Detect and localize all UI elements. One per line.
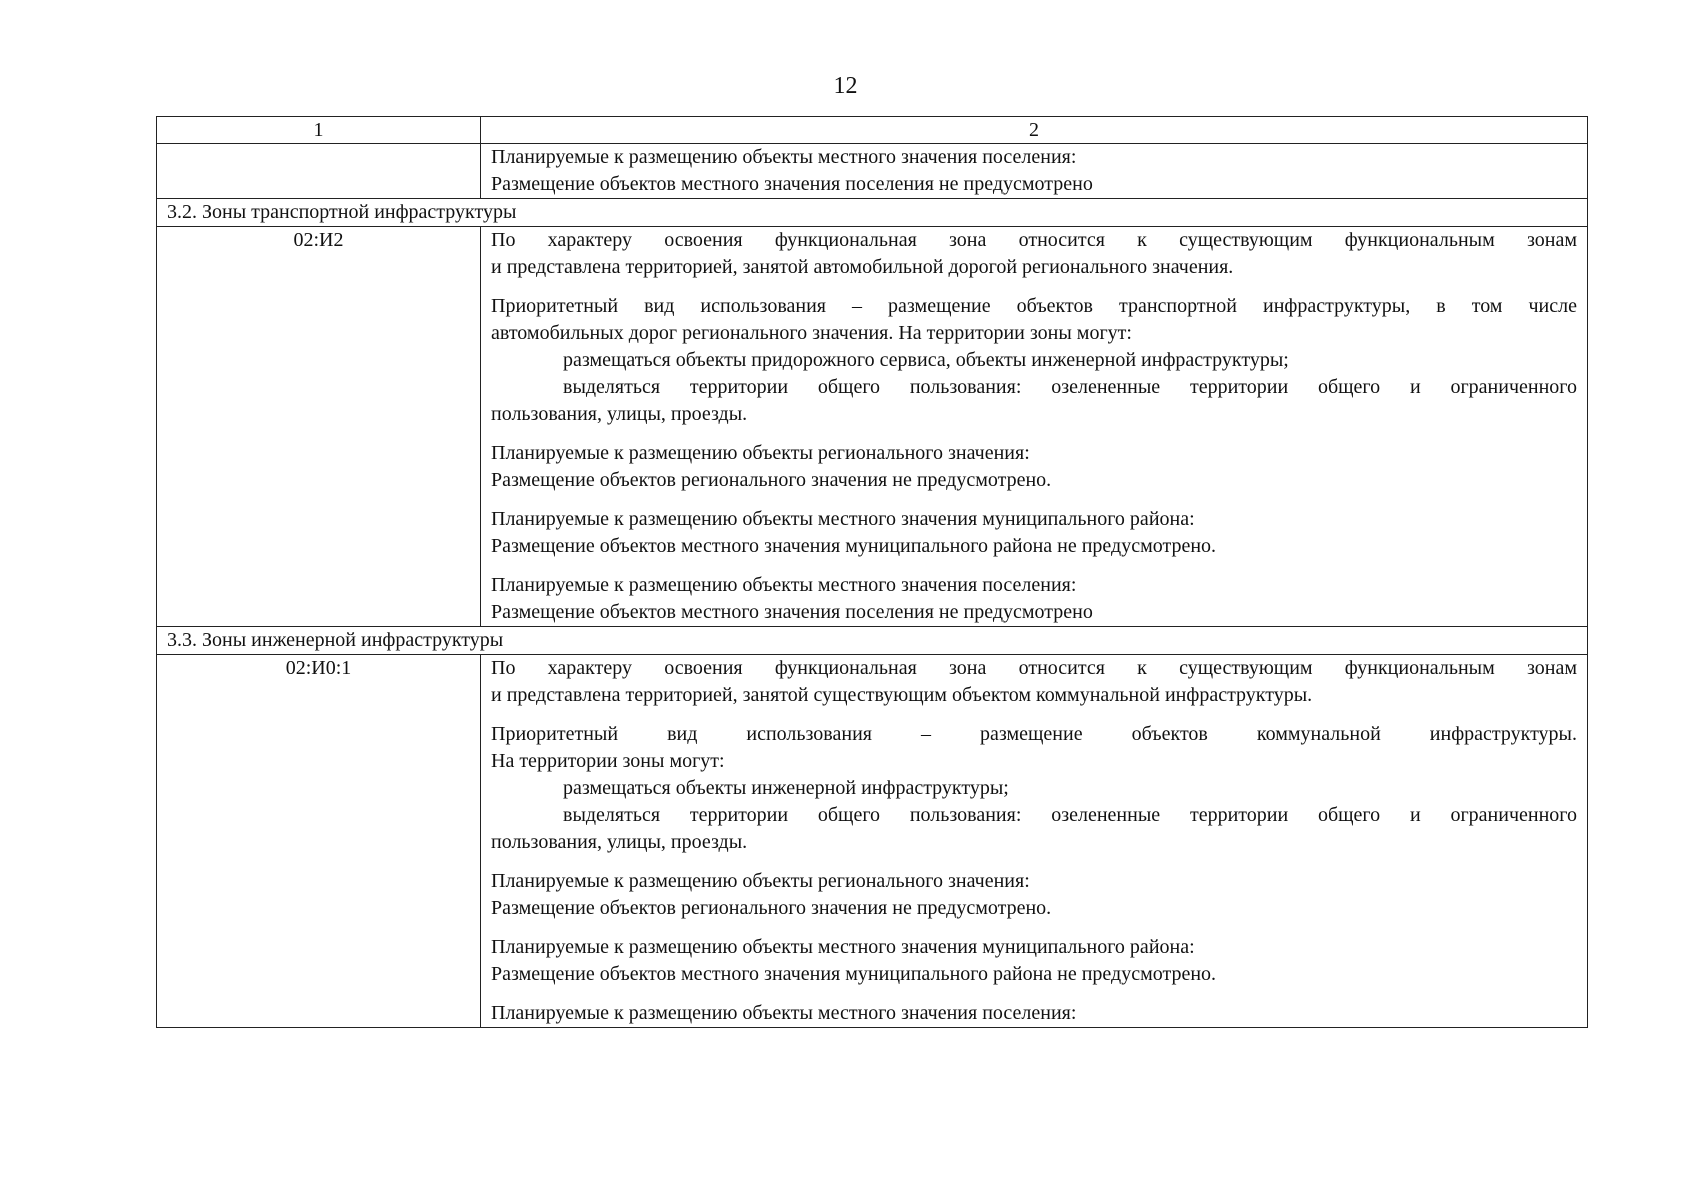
text-line: выделяться территории общего пользования: озелененные территории общего и ограниченного [563,804,1577,826]
paragraph [491,721,1577,856]
text-line: Размещение объектов местного значения муниципального района не предусмотрено. [491,535,1217,557]
code-cell-empty [157,144,481,199]
text-line: По характеру освоения функциональная зона относится к существующим функциональным зонам [491,229,1577,251]
paragraph [491,293,1577,428]
column-header-1: 1 [157,117,481,144]
table-row [157,144,1588,199]
text-line: размещаться объекты придорожного сервиса, объекты инженерной инфраструктуры; [563,349,1289,371]
table-row [157,227,1588,627]
text-line: Размещение объектов регионального значения не предусмотрено. [491,469,1052,491]
paragraph [491,1000,1577,1027]
text-line: Планируемые к размещению объекты местного значения поселения: [491,146,1077,168]
text-line: Планируемые к размещению объекты местного значения муниципального района: [491,508,1195,530]
text-line: пользования, улицы, проезды. [491,403,748,425]
text-line: Размещение объектов регионального значения не предусмотрено. [491,897,1052,919]
text-line: Планируемые к размещению объекты регионального значения: [491,442,1030,464]
zones-table [156,116,1588,1028]
paragraph [491,440,1577,494]
text-line: автомобильных дорог регионального значения. На территории зоны могут: [491,322,1132,344]
text-line: Размещение объектов местного значения поселения не предусмотрено [491,601,1093,623]
text-line: Размещение объектов местного значения муниципального района не предусмотрено. [491,963,1217,985]
text-line: Планируемые к размещению объекты местного значения муниципального района: [491,936,1195,958]
text-line: и представлена территорией, занятой существующим объектом коммунальной инфраструктуры. [491,684,1313,706]
paragraph [491,868,1577,922]
paragraph [491,227,1577,281]
text-line: и представлена территорией, занятой автомобильной дорогой регионального значения. [491,256,1234,278]
description-cell [481,144,1588,199]
section-title: 3.2. Зоны транспортной инфраструктуры [157,199,1588,227]
text-line: Планируемые к размещению объекты местного значения поселения: [491,1002,1077,1024]
text-line: Размещение объектов местного значения поселения не предусмотрено [491,173,1093,195]
text-line: На территории зоны могут: [491,750,725,772]
table-header-row [157,117,1588,144]
table-row [157,655,1588,1028]
paragraph [491,934,1577,988]
text-line: Приоритетный вид использования – размещение объектов транспортной инфраструктуры, в том числе [491,295,1577,317]
text-line: По характеру освоения функциональная зона относится к существующим функциональным зонам [491,657,1577,679]
section-heading-row [157,199,1588,227]
zone-code: 02:И0:1 [157,655,481,1028]
paragraph [491,655,1577,709]
text-line: размещаться объекты инженерной инфраструктуры; [563,777,1009,799]
zone-code: 02:И2 [157,227,481,627]
paragraph [491,506,1577,560]
description-cell [481,655,1588,1028]
section-heading-row [157,627,1588,655]
text-line: Приоритетный вид использования – размещение объектов коммунальной инфраструктуры. [491,723,1577,745]
page-number: 12 [833,73,858,99]
description-cell [481,227,1588,627]
column-header-2: 2 [481,117,1588,144]
text-line: выделяться территории общего пользования: озелененные территории общего и ограниченного [563,376,1577,398]
text-line: Планируемые к размещению объекты регионального значения: [491,870,1030,892]
section-title: 3.3. Зоны инженерной инфраструктуры [157,627,1588,655]
text-line: Планируемые к размещению объекты местного значения поселения: [491,574,1077,596]
text-line: пользования, улицы, проезды. [491,831,748,853]
paragraph [491,572,1577,626]
